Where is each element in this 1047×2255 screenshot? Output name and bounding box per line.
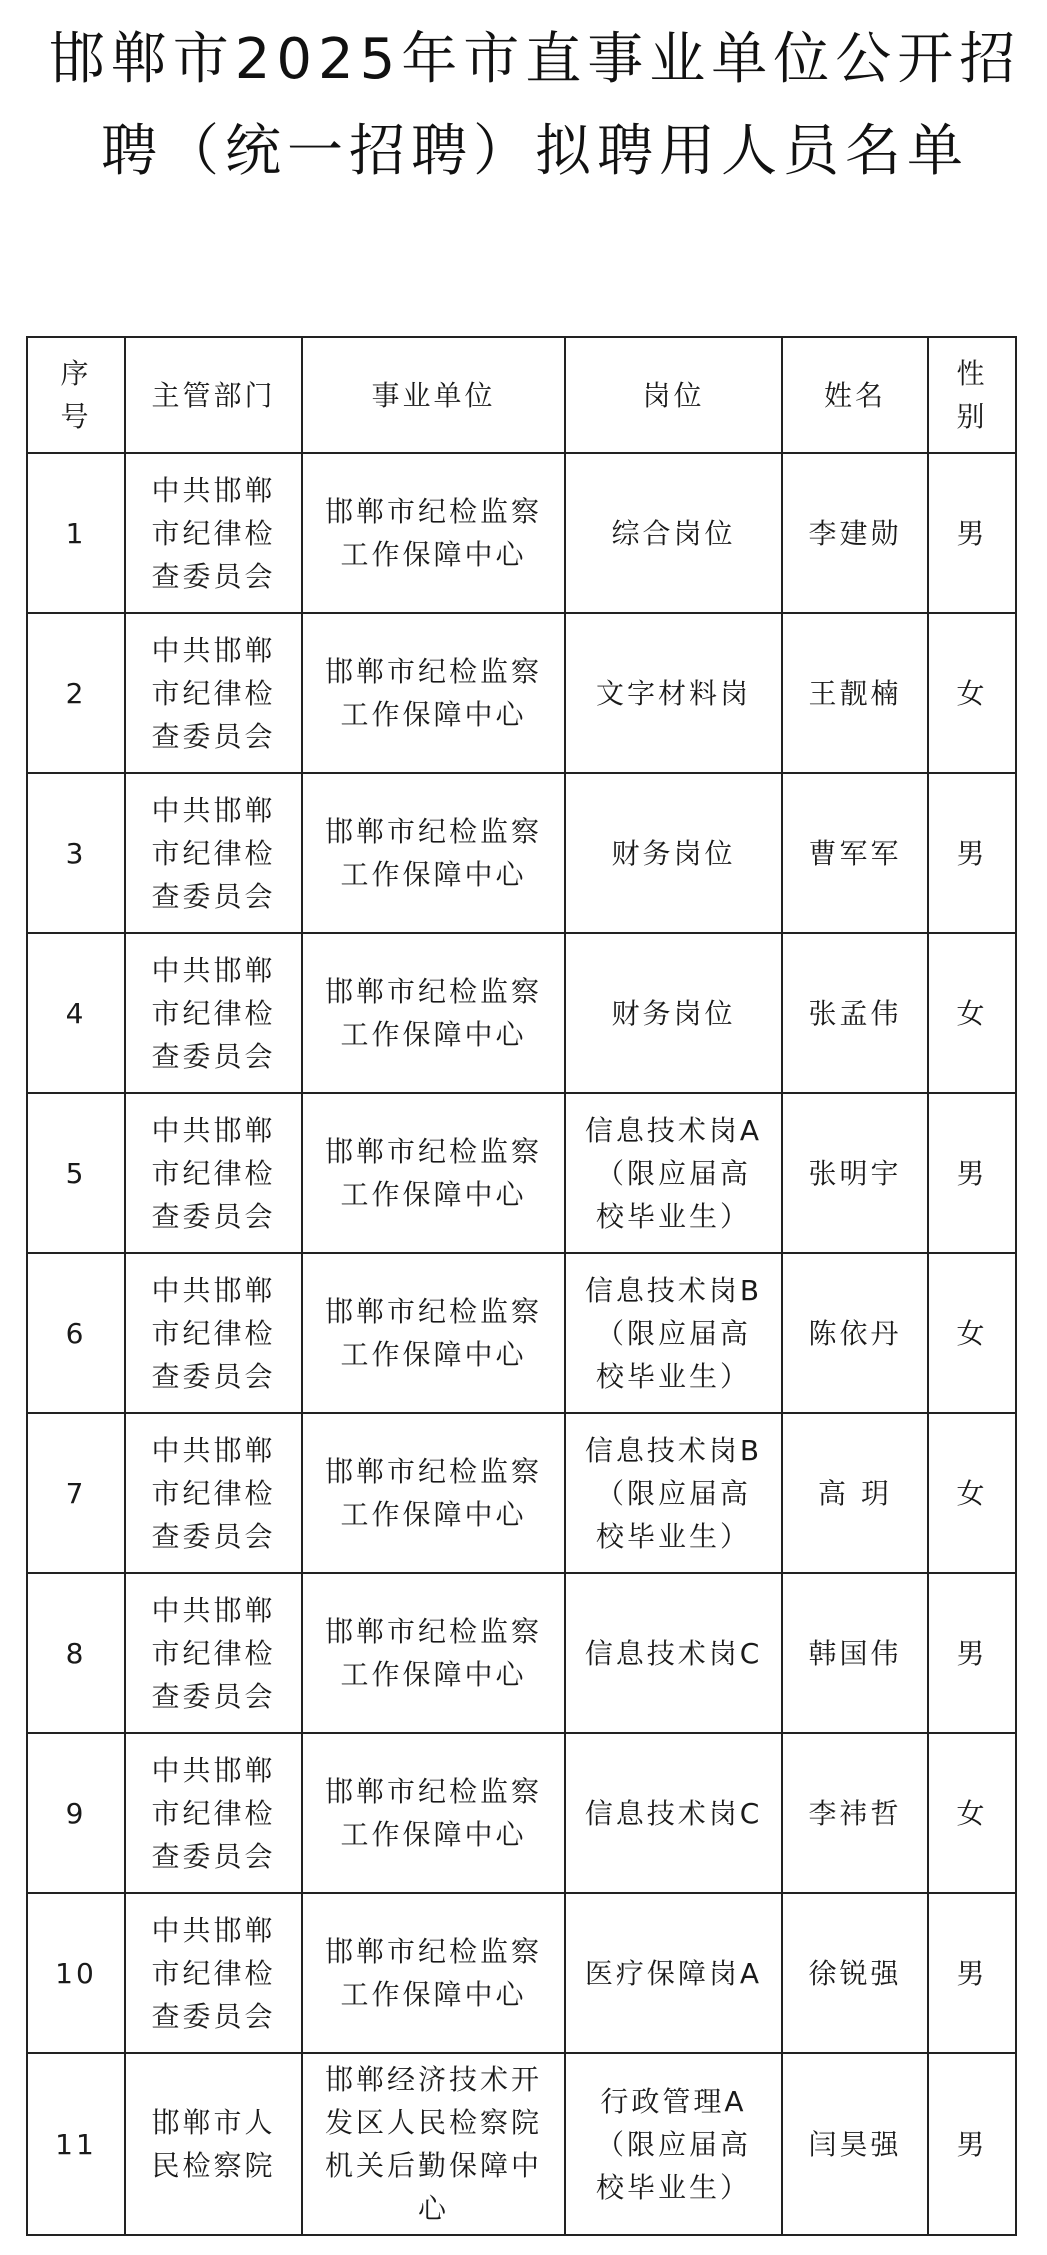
hiring-roster-table	[26, 336, 1017, 2236]
cell-post: 信息技术岗A （限应届高 校毕业生）	[565, 1093, 782, 1253]
cell-name: 韩国伟	[782, 1573, 928, 1733]
table-row	[27, 1093, 1016, 1253]
cell-dept: 中共邯郸 市纪律检 查委员会	[125, 1253, 302, 1413]
cell-gender: 女	[928, 933, 1016, 1093]
header-row	[27, 337, 1016, 453]
cell-name: 李建勋	[782, 453, 928, 613]
cell-post: 医疗保障岗A	[565, 1893, 782, 2053]
cell-unit: 邯郸经济技术开 发区人民检察院 机关后勤保障中 心	[302, 2053, 565, 2235]
cell-seq: 5	[27, 1093, 125, 1253]
cell-seq: 11	[27, 2053, 125, 2235]
header-gender: 性 别	[928, 337, 1016, 453]
cell-name: 陈依丹	[782, 1253, 928, 1413]
cell-gender: 女	[928, 1733, 1016, 1893]
cell-gender: 女	[928, 613, 1016, 773]
cell-name: 王靓楠	[782, 613, 928, 773]
cell-post: 信息技术岗B （限应届高 校毕业生）	[565, 1413, 782, 1573]
cell-gender: 女	[928, 1253, 1016, 1413]
cell-dept: 中共邯郸 市纪律检 查委员会	[125, 1893, 302, 2053]
table-row	[27, 1573, 1016, 1733]
cell-seq: 10	[27, 1893, 125, 2053]
title-line-2: 聘（统一招聘）拟聘用人员名单	[101, 119, 969, 184]
cell-gender: 男	[928, 2053, 1016, 2235]
cell-post: 行政管理A （限应届高 校毕业生）	[565, 2053, 782, 2235]
table-row	[27, 1413, 1016, 1573]
table-row	[27, 1893, 1016, 2053]
cell-gender: 男	[928, 773, 1016, 933]
cell-unit: 邯郸市纪检监察 工作保障中心	[302, 1093, 565, 1253]
cell-unit: 邯郸市纪检监察 工作保障中心	[302, 1733, 565, 1893]
cell-post: 信息技术岗B （限应届高 校毕业生）	[565, 1253, 782, 1413]
header-dept: 主管部门	[125, 337, 302, 453]
cell-gender: 男	[928, 1573, 1016, 1733]
cell-post: 财务岗位	[565, 773, 782, 933]
cell-seq: 7	[27, 1413, 125, 1573]
cell-dept: 中共邯郸 市纪律检 查委员会	[125, 453, 302, 613]
cell-unit: 邯郸市纪检监察 工作保障中心	[302, 453, 565, 613]
cell-unit: 邯郸市纪检监察 工作保障中心	[302, 1253, 565, 1413]
cell-gender: 男	[928, 1893, 1016, 2053]
cell-post: 财务岗位	[565, 933, 782, 1093]
cell-dept: 中共邯郸 市纪律检 查委员会	[125, 1573, 302, 1733]
cell-name: 高 玥	[782, 1413, 928, 1573]
cell-gender: 男	[928, 453, 1016, 613]
cell-post: 信息技术岗C	[565, 1573, 782, 1733]
cell-post: 信息技术岗C	[565, 1733, 782, 1893]
cell-gender: 男	[928, 1093, 1016, 1253]
cell-unit: 邯郸市纪检监察 工作保障中心	[302, 1573, 565, 1733]
cell-unit: 邯郸市纪检监察 工作保障中心	[302, 613, 565, 773]
table-row	[27, 2053, 1016, 2235]
cell-dept: 邯郸市人 民检察院	[125, 2053, 302, 2235]
cell-name: 张明宇	[782, 1093, 928, 1253]
document-title	[40, 14, 1030, 198]
cell-dept: 中共邯郸 市纪律检 查委员会	[125, 933, 302, 1093]
header-seq: 序 号	[27, 337, 125, 453]
title-line-1: 邯郸市2025年市直事业单位公开招	[48, 27, 1022, 92]
cell-name: 闫昊强	[782, 2053, 928, 2235]
table-row	[27, 1253, 1016, 1413]
cell-dept: 中共邯郸 市纪律检 查委员会	[125, 1093, 302, 1253]
cell-dept: 中共邯郸 市纪律检 查委员会	[125, 773, 302, 933]
table-row	[27, 453, 1016, 613]
table-row	[27, 1733, 1016, 1893]
cell-unit: 邯郸市纪检监察 工作保障中心	[302, 1413, 565, 1573]
cell-seq: 4	[27, 933, 125, 1093]
cell-unit: 邯郸市纪检监察 工作保障中心	[302, 773, 565, 933]
cell-seq: 2	[27, 613, 125, 773]
cell-gender: 女	[928, 1413, 1016, 1573]
header-unit: 事业单位	[302, 337, 565, 453]
cell-name: 李祎哲	[782, 1733, 928, 1893]
header-post: 岗位	[565, 337, 782, 453]
cell-dept: 中共邯郸 市纪律检 查委员会	[125, 1733, 302, 1893]
cell-unit: 邯郸市纪检监察 工作保障中心	[302, 933, 565, 1093]
table-row	[27, 773, 1016, 933]
cell-dept: 中共邯郸 市纪律检 查委员会	[125, 613, 302, 773]
table-body	[27, 453, 1016, 2235]
cell-seq: 1	[27, 453, 125, 613]
cell-name: 徐锐强	[782, 1893, 928, 2053]
table-row	[27, 933, 1016, 1093]
cell-seq: 9	[27, 1733, 125, 1893]
table-header	[27, 337, 1016, 453]
cell-post: 文字材料岗	[565, 613, 782, 773]
cell-seq: 3	[27, 773, 125, 933]
cell-unit: 邯郸市纪检监察 工作保障中心	[302, 1893, 565, 2053]
cell-seq: 6	[27, 1253, 125, 1413]
cell-name: 张孟伟	[782, 933, 928, 1093]
header-name: 姓名	[782, 337, 928, 453]
cell-seq: 8	[27, 1573, 125, 1733]
cell-name: 曹军军	[782, 773, 928, 933]
table-row	[27, 613, 1016, 773]
cell-post: 综合岗位	[565, 453, 782, 613]
cell-dept: 中共邯郸 市纪律检 查委员会	[125, 1413, 302, 1573]
